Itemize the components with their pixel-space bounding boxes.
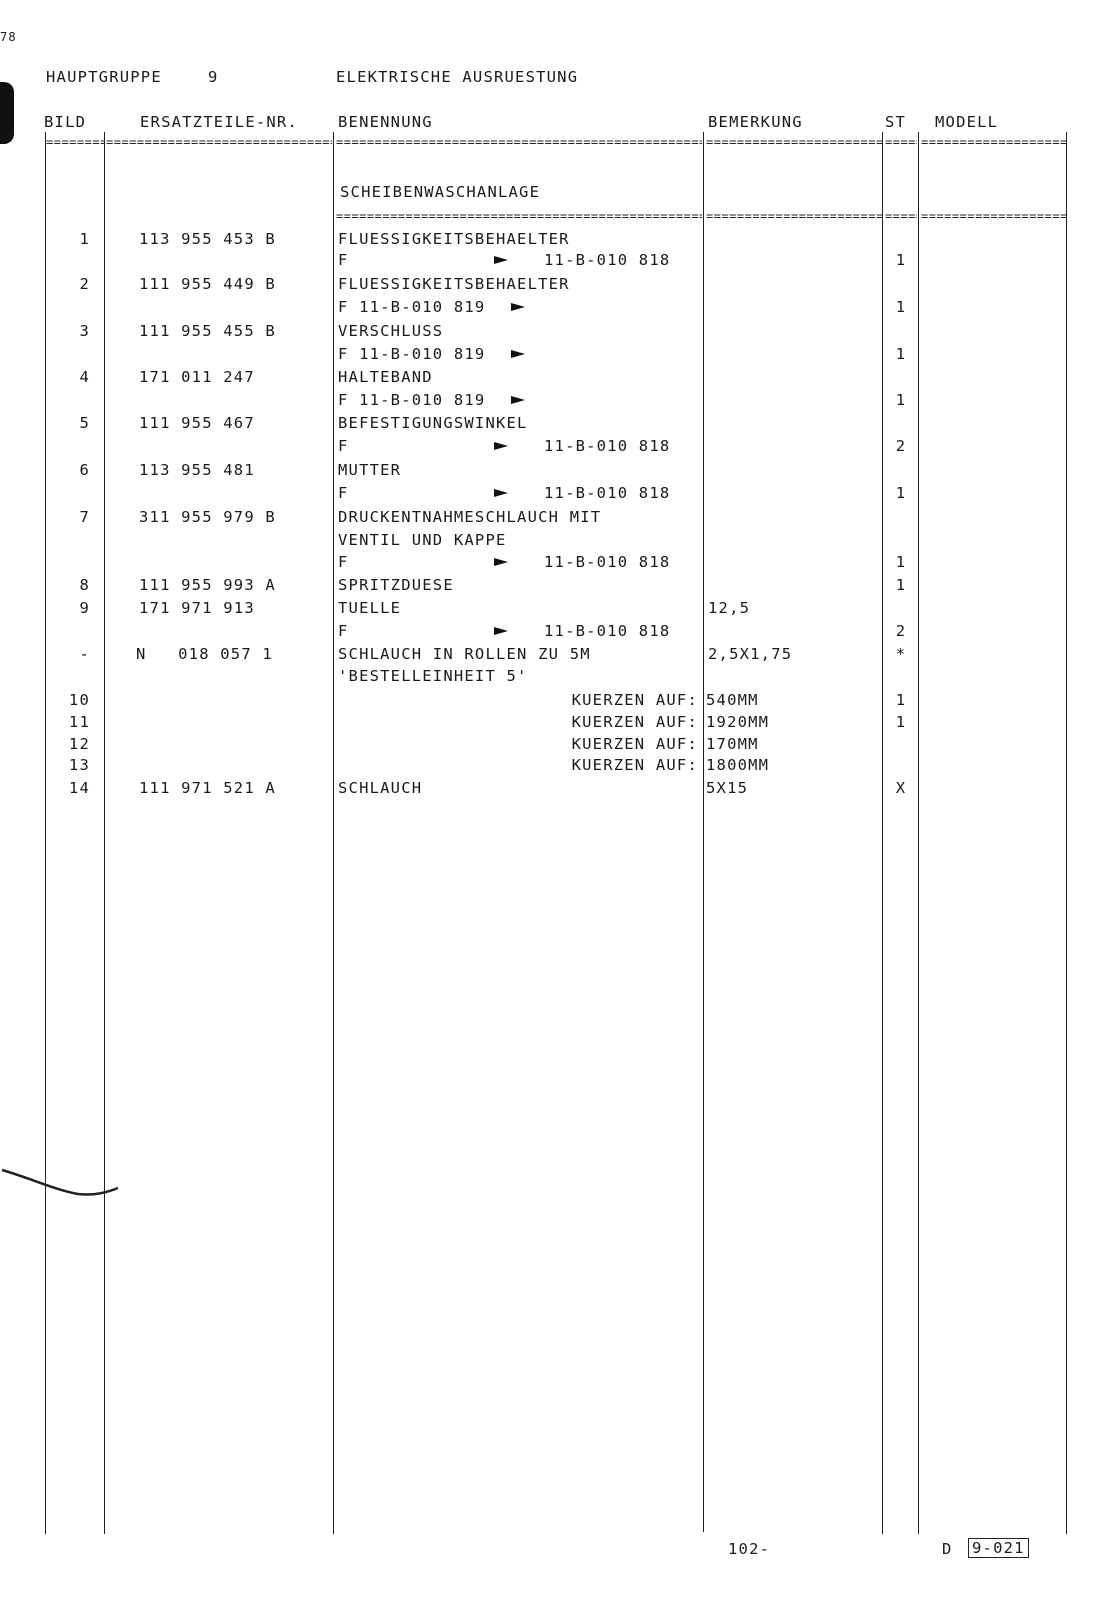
order-unit-note: 'BESTELLEINHEIT 5' <box>338 667 528 685</box>
part-remark: 1920MM <box>706 713 770 731</box>
chassis-arrow-icon <box>511 350 525 358</box>
language-code: D <box>942 1540 953 1558</box>
chassis-range: 11-B-010 818 <box>544 437 671 455</box>
section-rule-remark <box>706 213 882 219</box>
chassis-range: 11-B-010 818 <box>544 484 671 502</box>
part-note: F 11-B-010 819 <box>338 391 486 409</box>
section-title: SCHEIBENWASCHANLAGE <box>340 183 541 201</box>
part-name-continued: VENTIL UND KAPPE <box>338 531 507 549</box>
bild-number: - <box>79 645 90 663</box>
part-number: 111 955 993 A <box>139 576 276 594</box>
bild-number: 12 <box>68 735 90 753</box>
part-remark: 12,5 <box>708 599 751 617</box>
section-rule-qty <box>885 213 917 219</box>
quantity: 1 <box>895 484 907 502</box>
bild-number: 4 <box>79 368 90 386</box>
group-label: HAUPTGRUPPE <box>46 68 162 86</box>
chassis-arrow-icon <box>494 558 508 566</box>
part-name: BEFESTIGUNGSWINKEL <box>338 414 528 432</box>
bild-number: 6 <box>79 461 90 479</box>
cut-to-label: KUERZEN AUF: <box>571 691 698 709</box>
column-line-qty <box>918 132 919 1534</box>
bild-number: 13 <box>68 756 90 774</box>
section-code: 9-021 <box>968 1538 1029 1558</box>
bild-number: 7 <box>79 508 90 526</box>
column-line-right <box>1066 132 1067 1534</box>
part-remark: 170MM <box>706 735 759 753</box>
column-line-bild <box>104 132 105 1534</box>
part-note: F <box>338 484 349 502</box>
binding-mark <box>0 82 14 144</box>
quantity: 1 <box>895 251 907 269</box>
quantity: 1 <box>895 691 907 709</box>
chassis-arrow-icon <box>494 627 508 635</box>
page-number: 102- <box>728 1540 771 1558</box>
part-note: F 11-B-010 819 <box>338 345 486 363</box>
part-remark: 1800MM <box>706 756 770 774</box>
bild-number: 9 <box>79 599 90 617</box>
part-name: TUELLE <box>338 599 402 617</box>
bild-number: 5 <box>79 414 90 432</box>
column-line-name <box>703 132 704 1532</box>
column-line-remark <box>882 132 883 1534</box>
part-number: 111 955 467 <box>139 414 255 432</box>
quantity: 1 <box>895 713 907 731</box>
quantity: 1 <box>895 391 907 409</box>
part-note: F 11-B-010 819 <box>338 298 486 316</box>
col-header-remark: BEMERKUNG <box>708 113 803 131</box>
part-name: HALTEBAND <box>338 368 433 386</box>
section-rule-model <box>921 213 1067 219</box>
quantity: 1 <box>895 298 907 316</box>
part-remark: 540MM <box>706 691 759 709</box>
part-name: MUTTER <box>338 461 402 479</box>
cut-to-label: KUERZEN AUF: <box>571 756 698 774</box>
column-line-left <box>45 132 46 1534</box>
col-header-part-no: ERSATZTEILE-NR. <box>140 113 298 131</box>
bild-number: 10 <box>68 691 90 709</box>
chassis-range: 11-B-010 818 <box>544 553 671 571</box>
col-header-name: BENENNUNG <box>338 113 433 131</box>
part-note: F <box>338 553 349 571</box>
part-number: 111 955 455 B <box>139 322 276 340</box>
corner-label: 78 <box>0 30 17 44</box>
chassis-arrow-icon <box>494 442 508 450</box>
header-rule-remark <box>706 139 882 145</box>
part-remark: 5X15 <box>706 779 749 797</box>
header-rule-model <box>921 139 1067 145</box>
part-number: 111 955 449 B <box>139 275 276 293</box>
part-remark: 2,5X1,75 <box>708 645 793 663</box>
group-number: 9 <box>208 68 219 86</box>
part-number: 113 955 453 B <box>139 230 276 248</box>
part-note: F <box>338 437 349 455</box>
header-rule-bild <box>46 139 104 145</box>
quantity: X <box>895 779 907 797</box>
quantity: * <box>895 645 907 663</box>
group-title: ELEKTRISCHE AUSRUESTUNG <box>336 68 579 86</box>
part-number: 171 011 247 <box>139 368 255 386</box>
bild-number: 11 <box>68 713 90 731</box>
part-number: N 018 057 1 <box>136 645 273 663</box>
part-name: VERSCHLUSS <box>338 322 444 340</box>
chassis-range: 11-B-010 818 <box>544 622 671 640</box>
cut-to-label: KUERZEN AUF: <box>571 735 698 753</box>
pen-stroke-mark <box>0 1160 130 1210</box>
header-rule-part-no <box>106 139 332 145</box>
bild-number: 14 <box>68 779 90 797</box>
col-header-model: MODELL <box>935 113 999 131</box>
part-name: SCHLAUCH IN ROLLEN ZU 5M <box>338 645 591 663</box>
part-number: 171 971 913 <box>139 599 255 617</box>
col-header-qty: ST <box>885 113 907 131</box>
part-number: 111 971 521 A <box>139 779 276 797</box>
header-rule-qty <box>885 139 917 145</box>
bild-number: 8 <box>79 576 90 594</box>
part-name: FLUESSIGKEITSBEHAELTER <box>338 275 570 293</box>
part-number: 311 955 979 B <box>139 508 276 526</box>
quantity: 2 <box>895 437 907 455</box>
bild-number: 2 <box>79 275 90 293</box>
part-name: SPRITZDUESE <box>338 576 454 594</box>
quantity: 1 <box>895 553 907 571</box>
part-number: 113 955 481 <box>139 461 255 479</box>
quantity: 1 <box>895 345 907 363</box>
chassis-arrow-icon <box>494 256 508 264</box>
quantity: 1 <box>895 576 907 594</box>
column-line-part-no <box>333 132 334 1534</box>
chassis-arrow-icon <box>511 396 525 404</box>
quantity: 2 <box>895 622 907 640</box>
part-note: F <box>338 251 349 269</box>
chassis-range: 11-B-010 818 <box>544 251 671 269</box>
part-name: DRUCKENTNAHMESCHLAUCH MIT <box>338 508 602 526</box>
cut-to-label: KUERZEN AUF: <box>571 713 698 731</box>
bild-number: 3 <box>79 322 90 340</box>
part-note: F <box>338 622 349 640</box>
section-rule-name <box>336 213 702 219</box>
header-rule-name <box>336 139 702 145</box>
chassis-arrow-icon <box>494 489 508 497</box>
col-header-bild: BILD <box>44 113 87 131</box>
part-name: SCHLAUCH <box>338 779 423 797</box>
bild-number: 1 <box>79 230 90 248</box>
part-name: FLUESSIGKEITSBEHAELTER <box>338 230 570 248</box>
chassis-arrow-icon <box>511 303 525 311</box>
